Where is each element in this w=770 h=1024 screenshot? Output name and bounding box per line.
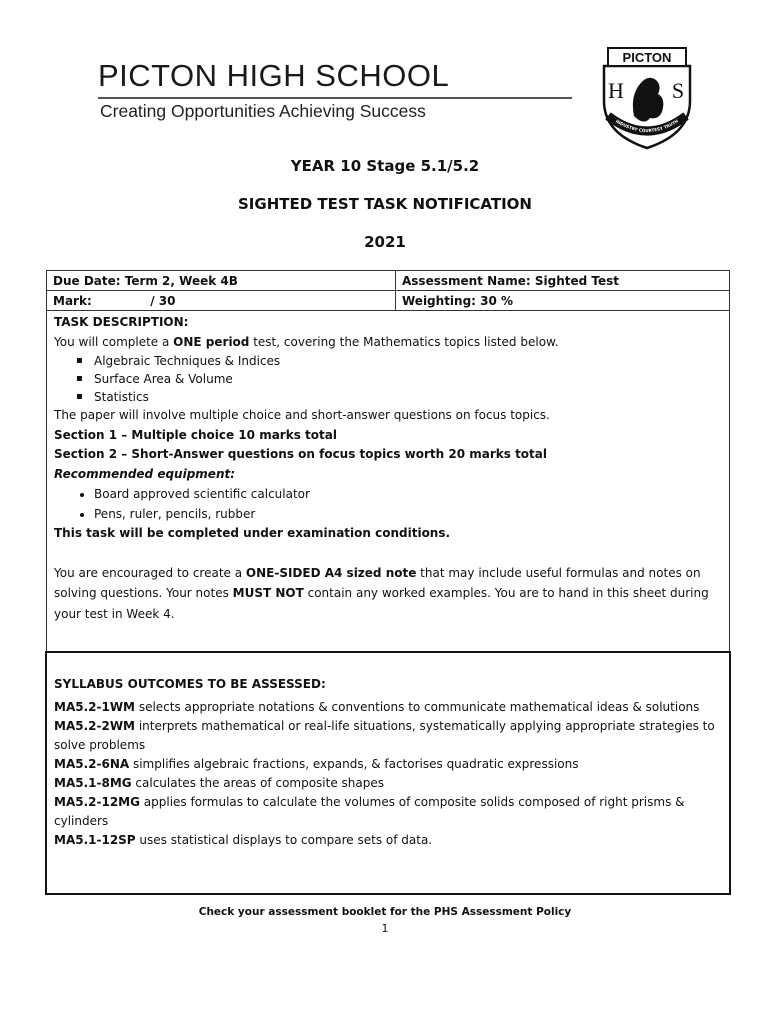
task-heading: TASK DESCRIPTION:	[54, 315, 189, 329]
footer-note: Check your assessment booklet for the PHS Assessment Policy	[198, 906, 572, 918]
paper-note: The paper will involve multiple choice and short-answer questions on focus topics.	[54, 408, 550, 422]
crest-left-letter: H	[608, 78, 624, 103]
outcome-item: MA5.2-12MG applies formulas to calculate the volumes of composite solids composed of right prisms & cylinders	[54, 795, 685, 828]
list-item: ▪ Surface Area & Volume	[94, 370, 722, 388]
exam-conditions: This task will be completed under examination conditions.	[54, 526, 451, 540]
crest-right-letter: S	[671, 78, 685, 103]
title-year: YEAR 10 Stage 5.1/5.2	[290, 157, 480, 175]
weighting: Weighting: 30 %	[396, 291, 730, 311]
mark: Mark: / 30	[47, 291, 396, 311]
equipment-list	[54, 484, 722, 524]
syllabus-outcomes	[45, 651, 731, 895]
list-item: • Board approved scientific calculator	[94, 484, 722, 504]
school-tagline: Creating Opportunities Achieving Success	[100, 101, 426, 121]
outcome-item: MA5.2-2WM interprets mathematical or real-life situations, systematically applying appropriate strategies to solve problems	[54, 719, 715, 752]
crest-top-text: PICTON	[622, 50, 672, 65]
equipment-heading: Recommended equipment:	[54, 466, 236, 481]
section-2: Section 2 – Short-Answer questions on focus topics worth 20 marks total	[54, 447, 547, 461]
school-crest-icon	[600, 46, 694, 150]
outcome-item: MA5.2-6NA simplifies algebraic fractions, expands, & factorises quadratic expressions	[54, 757, 579, 771]
notes-instructions: You are encouraged to create a ONE-SIDED A4 sized note that may include useful formulas and notes on solving questions. Your notes MUST NOT contain any worked examples. You are to hand in this sheet during your test in Week 4.	[54, 565, 709, 621]
topic-list	[54, 352, 722, 406]
title-notification: SIGHTED TEST TASK NOTIFICATION	[238, 195, 532, 213]
outcome-item: MA5.1-8MG calculates the areas of composite shapes	[54, 776, 385, 790]
outcome-item: MA5.2-1WM selects appropriate notations & conventions to communicate mathematical ideas & solutions	[54, 700, 700, 714]
section-1: Section 1 – Multiple choice 10 marks total	[54, 427, 337, 442]
task-intro: You will complete a ONE period test, covering the Mathematics topics listed below.	[54, 334, 559, 349]
outcomes-heading: SYLLABUS OUTCOMES TO BE ASSESSED:	[54, 677, 326, 691]
crest-motto: INDUSTRY COURTESY TRUTH	[614, 118, 680, 134]
school-name: PICTON HIGH SCHOOL	[98, 58, 450, 93]
list-item: ▪ Algebraic Techniques & Indices	[94, 352, 722, 370]
title-year-number: 2021	[364, 233, 406, 251]
task-description	[46, 309, 730, 652]
due-date: Due Date: Term 2, Week 4B	[47, 271, 396, 291]
outcome-item: MA5.1-12SP uses statistical displays to compare sets of data.	[54, 833, 433, 847]
list-item: ▪ Statistics	[94, 388, 722, 406]
info-table	[46, 270, 730, 311]
list-item: • Pens, ruler, pencils, rubber	[94, 504, 722, 524]
assessment-name: Assessment Name: Sighted Test	[396, 271, 730, 291]
page-number: 1	[381, 922, 389, 935]
header-rule	[98, 97, 572, 99]
